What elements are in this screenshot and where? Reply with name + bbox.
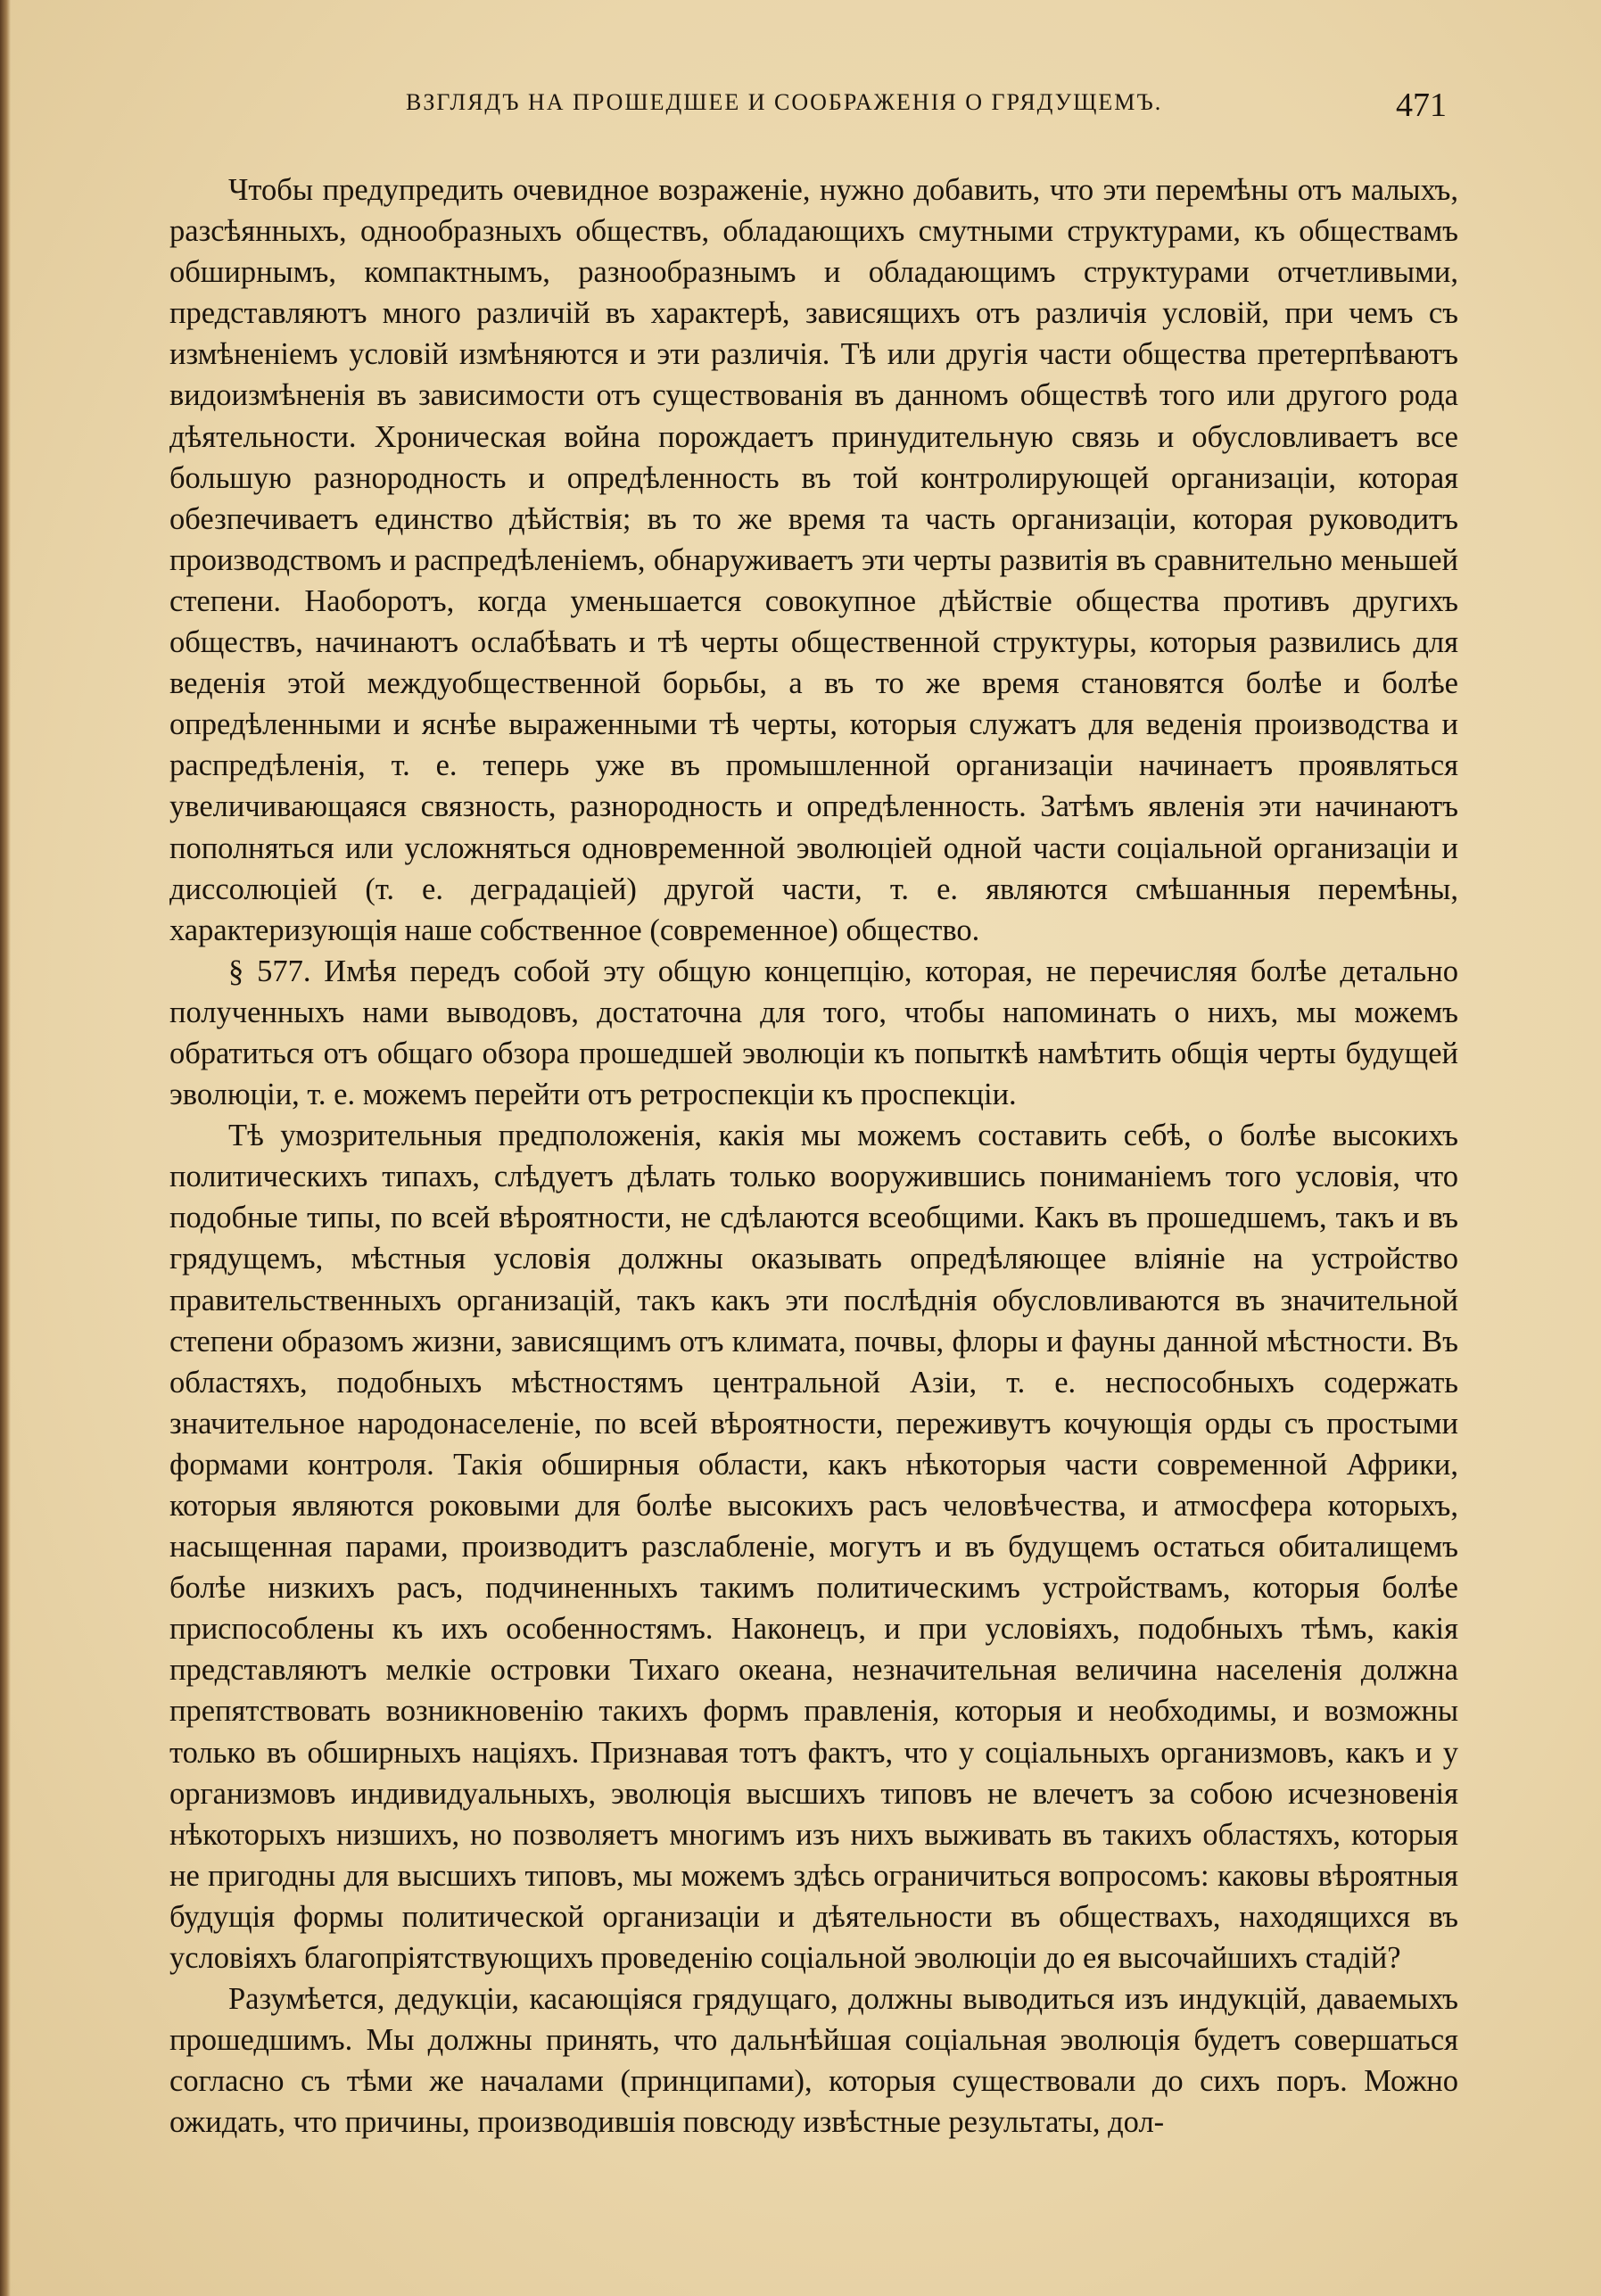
paragraph-4: Разумѣется, дедукціи, касающіяся грядущаго, должны выводиться изъ индукцій, даваемыхъ прошедшимъ. Мы должны принять, что дальнѣйшая соціальная эволюція будетъ совершаться согласно съ тѣми же началами (принципами), которыя существовали до сихъ поръ. Можно ожидать, что причины, производившія повсюду извѣстные результаты, дол-	[169, 1982, 1458, 2140]
page-number: 471	[1396, 87, 1447, 124]
page-binding-edge	[0, 0, 11, 2296]
body-text	[169, 169, 1458, 2143]
paragraph-1: Чтобы предупредить очевидное возраженіе, нужно добавить, что эти перемѣны отъ малыхъ, разсѣянныхъ, однообразныхъ обществъ, обладающихъ смутными структурами, къ обществамъ обширнымъ, компактнымъ, разнообразнымъ и обладающимъ структурами отчетливыми, представляютъ много различій въ характерѣ, зависящихъ отъ различія условій, при чемъ съ измѣненіемъ условій измѣняются и эти различія. Тѣ или другія части общества претерпѣваютъ видоизмѣненія въ зависимости отъ существованія въ данномъ обществѣ того или другого рода дѣятельности. Хроническая война порождаетъ принудительную связь и обусловливаетъ все большую разнородность и опредѣленность въ той контролирующей организаціи, которая обезпечиваетъ единство дѣйствія; въ то же время та часть организаціи, которая руководитъ производствомъ и распредѣленіемъ, обнаруживаетъ эти черты развитія въ сравнительно меньшей степени. Наоборотъ, когда уменьшается совокупное дѣйствіе общества противъ другихъ обществъ, начинаютъ ослабѣвать и тѣ черты общественной структуры, которыя развились для веденія этой междуобщественной борьбы, а въ то же время становятся болѣе и болѣе опредѣленными и яснѣе выраженными тѣ черты, которыя служатъ для веденія производства и распредѣленія, т. е. теперь уже въ промышленной организаціи начинаетъ проявляться увеличивающаяся связность, разнородность и опредѣленность. Затѣмъ явленія эти начинаютъ пополняться или усложняться одновременной эволюціей одной части соціальной организаціи и диссолюціей (т. е. деградаціей) другой части, т. е. являются смѣшанныя перемѣны, характеризующія наше собственное (современное) общество.	[169, 173, 1458, 947]
running-title: ВЗГЛЯДЪ НА ПРОШЕДШЕЕ И СООБРАЖЕНІЯ О ГРЯДУЩЕМЪ.	[406, 89, 1163, 115]
paragraph-2-section-577: § 577. Имѣя передъ собой эту общую концепцію, которая, не перечисляя болѣе детально полученныхъ нами выводовъ, достаточна для того, чтобы напоминать о нихъ, мы можемъ обратиться отъ общаго обзора прошедшей эволюціи къ попыткѣ намѣтить общія черты будущей эволюціи, т. е. можемъ перейти отъ ретроспекціи къ проспекціи.	[169, 954, 1458, 1112]
paragraph-3: Тѣ умозрительныя предположенія, какія мы можемъ составить себѣ, о болѣе высокихъ политическихъ типахъ, слѣдуетъ дѣлать только вооружившись пониманіемъ того условія, что подобные типы, по всей вѣроятности, не сдѣлаются всеобщими. Какъ въ прошедшемъ, такъ и въ грядущемъ, мѣстныя условія должны оказывать опредѣляющее вліяніе на устройство правительственныхъ организацій, такъ какъ эти послѣднія обусловливаются въ значительной степени образомъ жизни, зависящимъ отъ климата, почвы, флоры и фауны данной мѣстности. Въ областяхъ, подобныхъ мѣстностямъ центральной Азіи, т. е. неспособныхъ содержать значительное народонаселеніе, по всей вѣроятности, переживутъ кочующія орды съ простыми формами контроля. Такія обширныя области, какъ нѣкоторыя части современной Африки, которыя являются роковыми для болѣе высокихъ расъ человѣчества, и атмосфера которыхъ, насыщенная парами, производитъ разслабленіе, могутъ и въ будущемъ остаться обиталищемъ болѣе низкихъ расъ, подчиненныхъ такимъ политическимъ устройствамъ, которыя болѣе приспособлены къ ихъ особенностямъ. Наконецъ, и при условіяхъ, подобныхъ тѣмъ, какія представляютъ мелкіе островки Тихаго океана, незначительная величина населенія должна препятствовать возникновенію такихъ формъ правленія, которыя и необходимы, и возможны только въ обширныхъ націяхъ. Признавая тотъ фактъ, что у соціальныхъ организмовъ, какъ и у организмовъ индивидуальныхъ, эволюція высшихъ типовъ не влечетъ за собою исчезновенія нѣкоторыхъ низшихъ, но позволяетъ многимъ изъ нихъ выживать въ такихъ областяхъ, которыя не пригодны для высшихъ типовъ, мы можемъ здѣсь ограничиться вопросомъ: каковы вѣроятныя будущія формы политической организаціи и дѣятельности въ обществахъ, находящихся въ условіяхъ благопріятствующихъ проведенію соціальной эволюціи до ея высочайшихъ стадій?	[169, 1119, 1458, 1976]
